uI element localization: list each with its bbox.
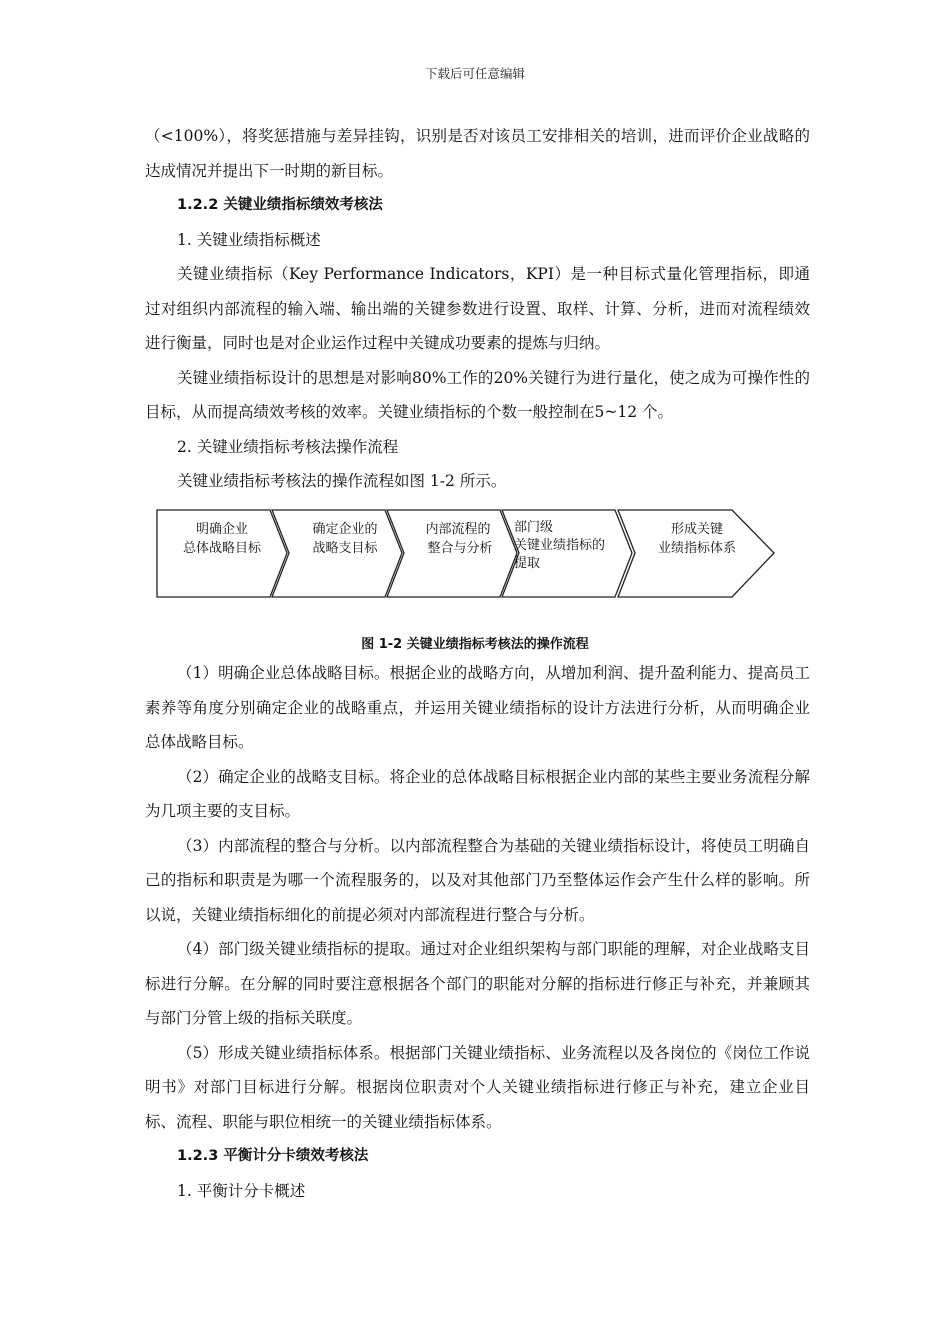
flow-step-4-line-1: 部门级	[514, 520, 554, 535]
top-text-block	[145, 119, 810, 499]
flow-step-1	[157, 510, 287, 597]
figure-caption: 图 1-2 关键业绩指标考核法的操作流程	[361, 637, 589, 652]
flow-step-4-line-3: 提取	[514, 556, 541, 571]
kpi-process-flow-diagram	[152, 505, 782, 605]
flow-step-1-line-2: 总体战略目标	[182, 541, 262, 556]
subheading-kpi-process: 2. 关键业绩指标考核法操作流程	[177, 437, 399, 456]
step-2-paragraph: （2）确定企业的战略支目标。将企业的总体战略目标根据企业内部的某些主要业务流程分解为几项主要的支目标。	[145, 767, 810, 820]
flow-step-5-line-1: 形成关键	[670, 522, 724, 537]
flow-step-2	[272, 510, 402, 597]
flow-step-4-line-2: 关键业绩指标的	[514, 538, 606, 553]
figure-reference-paragraph: 关键业绩指标考核法的操作流程如图 1-2 所示。	[177, 472, 507, 490]
section-heading-1-2-2: 1.2.2 关键业绩指标绩效考核法	[177, 197, 383, 213]
section-heading-1-2-3: 1.2.3 平衡计分卡绩效考核法	[177, 1148, 369, 1164]
intro-paragraph: （<100%），将奖惩措施与差异挂钩，识别是否对该员工安排相关的培训，进而评价企业战略的达成情况并提出下一时期的新目标。	[145, 127, 810, 180]
subheading-bsc-overview: 1. 平衡计分卡概述	[177, 1181, 306, 1200]
flow-step-5-line-2: 业绩指标体系	[657, 541, 737, 556]
step-4-paragraph: （4）部门级关键业绩指标的提取。通过对企业组织架构与部门职能的理解，对企业战略支目标进行分解。在分解的同时要注意根据各个部门的职能对分解的指标进行修正与补充，并兼顾其与部门分管上级的指标关联度。	[145, 940, 810, 1027]
flow-step-2-line-2: 战略支目标	[312, 541, 378, 556]
bottom-text-block	[145, 656, 810, 1208]
kpi-design-paragraph: 关键业绩指标设计的思想是对影响80%工作的20%关键行为进行量化，使之成为可操作性的目标，从而提高绩效考核的效率。关键业绩指标的个数一般控制在5~12 个。	[145, 368, 810, 421]
kpi-definition-paragraph: 关键业绩指标（Key Performance Indicators，KPI）是一种目标式量化管理指标，即通过对组织内部流程的输入端、输出端的关键参数进行设置、取样、计算、分析，进而对流程绩效进行衡量，同时也是对企业运作过程中关键成功要素的提炼与归纳。	[145, 265, 810, 352]
flow-step-3	[387, 510, 517, 597]
flow-step-4	[502, 510, 632, 597]
page-header: 下载后可任意编辑	[424, 66, 525, 81]
flow-step-5	[618, 510, 774, 597]
flow-step-3-line-1: 内部流程的	[425, 522, 491, 537]
flow-step-2-line-1: 确定企业的	[312, 522, 378, 537]
flow-step-3-line-2: 整合与分析	[427, 541, 493, 556]
step-5-paragraph: （5）形成关键业绩指标体系。根据部门关键业绩指标、业务流程以及各岗位的《岗位工作说明书》对部门目标进行分解。根据岗位职责对个人关键业绩指标进行修正与补充，建立企业目标、流程、职能与职位相统一的关键业绩指标体系。	[145, 1043, 810, 1131]
step-3-paragraph: （3）内部流程的整合与分析。以内部流程整合为基础的关键业绩指标设计，将使员工明确自己的指标和职责是为哪一个流程服务的，以及对其他部门乃至整体运作会产生什么样的影响。所以说，关键业绩指标细化的前提必须对内部流程进行整合与分析。	[145, 836, 810, 924]
flow-step-1-line-1: 明确企业	[195, 522, 249, 537]
step-1-paragraph: （1）明确企业总体战略目标。根据企业的战略方向，从增加利润、提升盈利能力、提高员工素养等角度分别确定企业的战略重点，并运用关键业绩指标的设计方法进行分析，从而明确企业总体战略目标。	[145, 664, 810, 751]
subheading-kpi-overview: 1. 关键业绩指标概述	[177, 230, 321, 249]
